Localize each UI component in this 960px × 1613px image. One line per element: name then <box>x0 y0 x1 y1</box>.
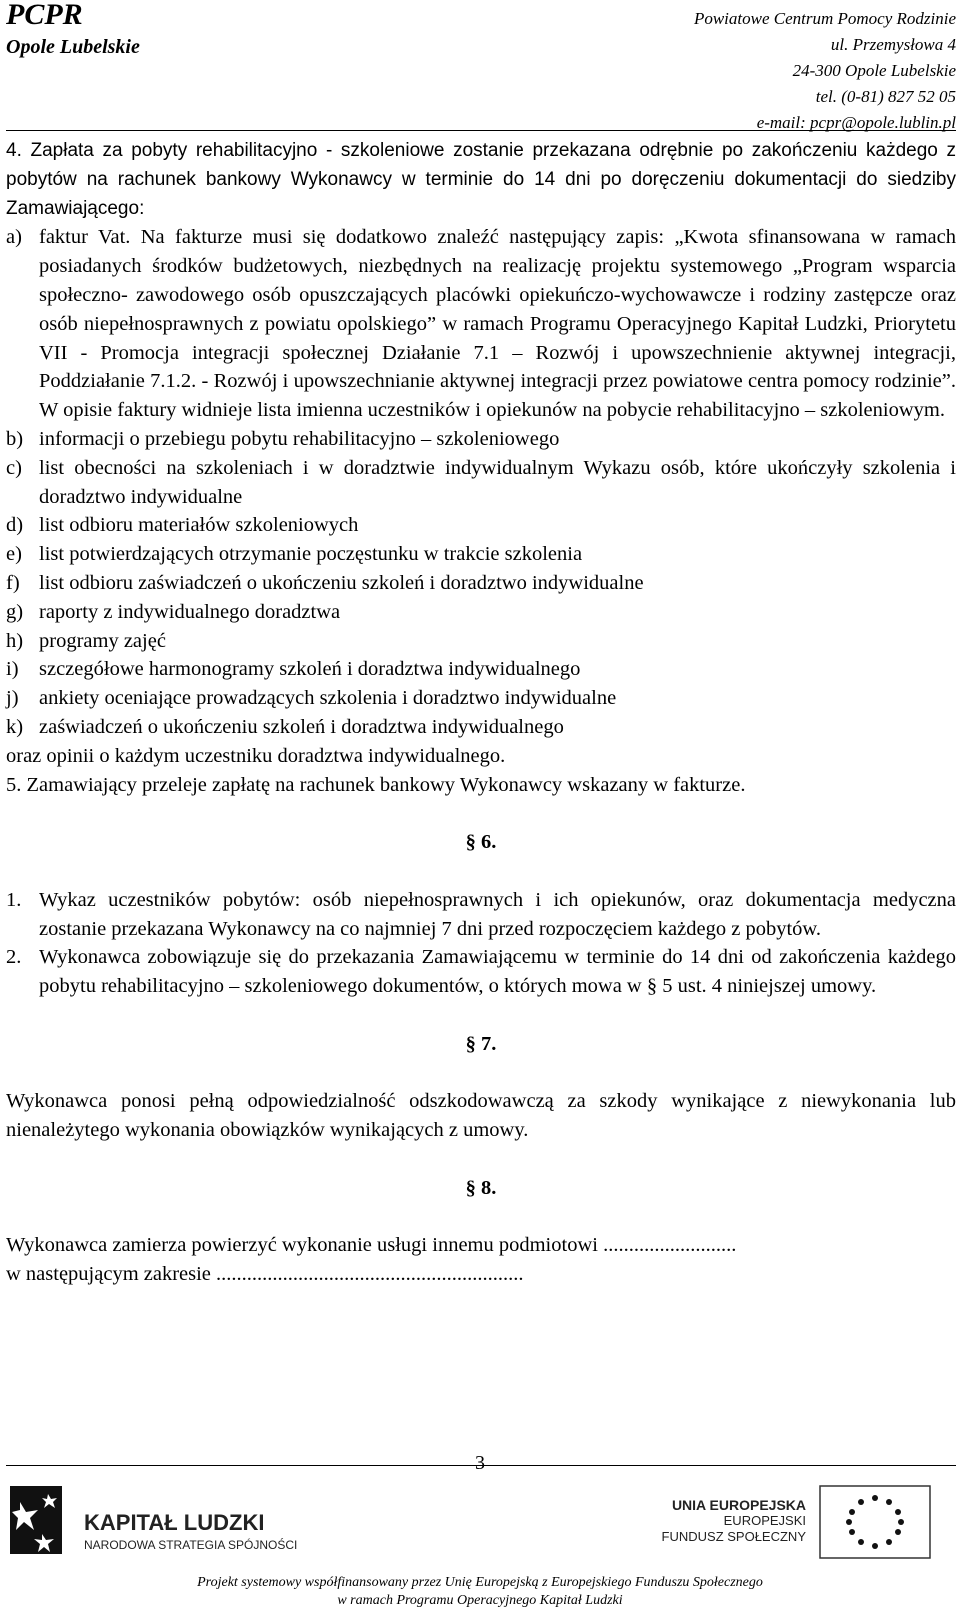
org-street: ul. Przemysłowa 4 <box>830 35 956 54</box>
footer-note <box>0 1574 960 1610</box>
section-6-item-label: 1. <box>6 888 22 911</box>
document-list-item-text: list potwierdzających otrzymanie poczęstunku w trakcie szkolenia <box>39 543 583 566</box>
header-divider <box>6 130 956 131</box>
document-list-item-label: k) <box>6 715 24 738</box>
page-number: 3 <box>475 1452 485 1474</box>
document-list-item <box>6 425 956 454</box>
section-6-item-text: Wykaz uczestników pobytów: osób niepełnosprawnych i ich opiekunów, oraz dokumentacja medyczna zostanie przekazana Wykonawcy na co najmniej 7 dni przed rozpoczęciem każdego z pobytów. <box>39 888 956 940</box>
document-list-item-label: a) <box>6 226 22 249</box>
document-list-item-label: d) <box>6 514 24 537</box>
section-6-item <box>6 886 956 944</box>
section-8-line2: w następującym zakresie ............................................................ <box>6 1263 524 1286</box>
org-short-name: PCPR <box>6 0 83 31</box>
document-list-item-label: e) <box>6 543 22 566</box>
document-list-item-label: f) <box>6 571 20 594</box>
section-6-heading: § 6. <box>465 831 497 854</box>
document-list-item-text: zaświadczeń o ukończeniu szkoleń i doradztwa indywidualnego <box>39 715 564 738</box>
document-list-item-text: list odbioru zaświadczeń o ukończeniu szkoleń i doradztwo indywidualne <box>39 571 644 594</box>
document-list-item <box>6 598 956 627</box>
kapital-ludzki-title: KAPITAŁ LUDZKI <box>84 1510 265 1535</box>
document-list-item <box>6 713 956 742</box>
document-list-item-label: c) <box>6 456 22 479</box>
footer-note-line1: Projekt systemowy współfinansowany przez Unię Europejską z Europejskiego Funduszu Społecznego <box>197 1575 763 1590</box>
document-list-item-text: szczegółowe harmonogramy szkoleń i doradztwa indywidualnego <box>39 658 581 681</box>
eu-subtitle-1: EUROPEJSKI <box>723 1513 806 1528</box>
document-list-item-text: raporty z indywidualnego doradztwa <box>39 600 341 623</box>
document-list-item <box>6 223 956 425</box>
org-full-name: Powiatowe Centrum Pomocy Rodzinie <box>693 9 956 28</box>
document-body <box>6 137 956 1289</box>
document-list-item <box>6 569 956 598</box>
document-list-item-label: h) <box>6 629 24 652</box>
section-8-line1: Wykonawca zamierza powierzyć wykonanie usługi innemu podmiotowi .......................... <box>6 1234 737 1257</box>
paragraph-4: 4. Zapłata za pobyty rehabilitacyjno - szkoleniowe zostanie przekazana odrębnie po zakończeniu każdego z pobytów na rachunek bankowy Wykonawcy w terminie do 14 dni po doręczeniu dokumentacji do siedziby Zamawiającego: <box>6 140 956 219</box>
document-list-item <box>6 454 956 512</box>
document-list-item-label: i) <box>6 658 19 681</box>
footer-divider <box>6 1465 956 1466</box>
section-7-text: Wykonawca ponosi pełną odpowiedzialność odszkodowawczą za szkody wynikające z niewykonania lub nienależytego wykonania obowiązków wynikających z umowy. <box>6 1090 956 1142</box>
section-6-list <box>6 886 956 1001</box>
document-list-item <box>6 627 956 656</box>
org-postal: 24-300 Opole Lubelskie <box>792 61 956 80</box>
document-list-item-text: faktur Vat. Na fakturze musi się dodatkowo znaleźć następujący zapis: „Kwota sfinansowana w ramach posiadanych środków budżetowych, niezbędnych na realizację projektu systemowego „Program wsparcia społeczno- zawodowego osób opuszczających placówki opiekuńczo-wychowawcze i rodziny zastępcze oraz osób niepełnosprawnych z powiatu opolskiego” w ramach Programu Operacyjnego Kapitał Ludzki, Priorytetu VII - Promocja integracji społecznej Działanie 7.1 – Rozwój i upowszechnienie aktywnej integracji, Poddziałanie 7.1.2. - Rozwój i upowszechnianie aktywnej integracji przez powiatowe centra pomocy rodzinie”. W opisie faktury widnieje lista imienna uczestników i opiekunów na pobycie rehabilitacyjno – szkoleniowym. <box>39 226 956 422</box>
document-list-item-label: g) <box>6 600 24 623</box>
document-list-item <box>6 655 956 684</box>
document-list-item <box>6 684 956 713</box>
kapital-ludzki-subtitle: NARODOWA STRATEGIA SPÓJNOŚCI <box>84 1538 298 1552</box>
section-6-item-label: 2. <box>6 946 22 969</box>
document-list-item-text: programy zajęć <box>39 629 166 652</box>
org-email: e-mail: pcpr@opole.lublin.pl <box>756 113 956 132</box>
document-list-item-text: list obecności na szkoleniach i w doradztwie indywidualnym Wykazu osób, które ukończyły szkolenia i doradztwo indywidualne <box>39 456 956 508</box>
document-list-item-label: j) <box>6 687 19 710</box>
section-7-heading: § 7. <box>465 1032 497 1055</box>
document-list-item <box>6 540 956 569</box>
eu-title: UNIA EUROPEJSKA <box>671 1497 806 1513</box>
org-phone: tel. (0-81) 827 52 05 <box>815 87 956 106</box>
paragraph-5: 5. Zamawiający przeleje zapłatę na rachunek bankowy Wykonawcy wskazany w fakturze. <box>6 773 746 796</box>
header-left <box>6 0 140 64</box>
document-list-item-label: b) <box>6 427 24 450</box>
section-6-item-text: Wykonawca zobowiązuje się do przekazania Zamawiającemu w terminie do 14 dni od zakończenia każdego pobytu rehabilitacyjno – szkoleniowego dokumentów, o których mowa w § 5 ust. 4 niniejszej umowy. <box>39 946 956 998</box>
section-6-item <box>6 943 956 1001</box>
document-list-item-text: ankiety oceniające prowadzących szkolenia i doradztwo indywidualne <box>39 687 617 710</box>
opinion-line: oraz opinii o każdym uczestniku doradztwa indywidualnego. <box>6 744 506 767</box>
documents-list <box>6 223 956 741</box>
org-city: Opole Lubelskie <box>6 36 140 58</box>
header-address <box>694 6 956 136</box>
document-list-item-text: list odbioru materiałów szkoleniowych <box>39 514 359 537</box>
document-list-item <box>6 511 956 540</box>
eu-subtitle-2: FUNDUSZ SPOŁECZNY <box>661 1529 806 1544</box>
document-list-item-text: informacji o przebiegu pobytu rehabilitacyjno – szkoleniowego <box>39 427 560 450</box>
eu-text-block <box>660 1497 806 1545</box>
footer-note-line2: w ramach Programu Operacyjnego Kapitał Ludzki <box>337 1593 623 1608</box>
section-8-heading: § 8. <box>465 1176 497 1199</box>
